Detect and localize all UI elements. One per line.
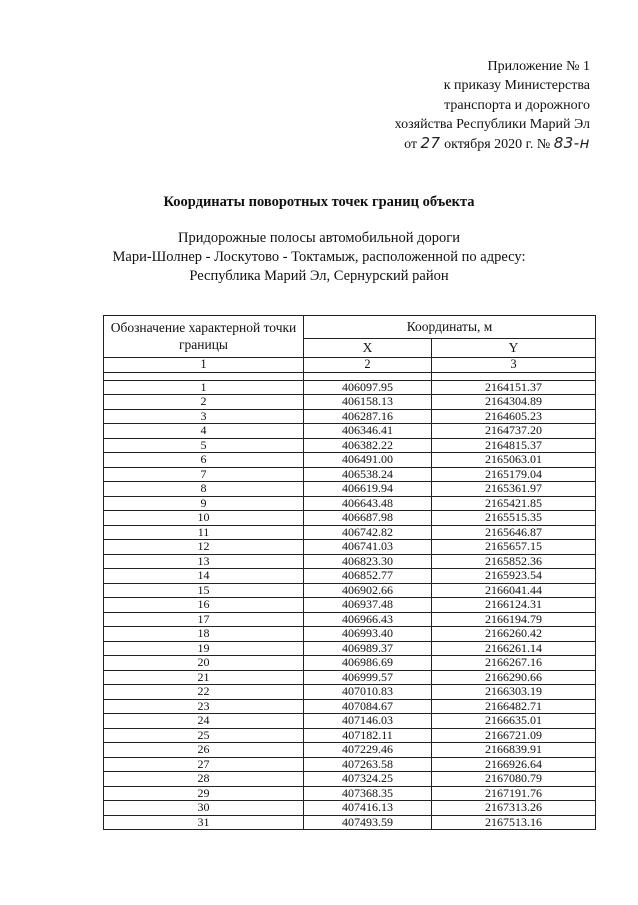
y-coordinate-cell: 2165179.04 xyxy=(432,467,596,482)
handwritten-order-number: 83-н xyxy=(553,134,590,153)
table-row xyxy=(104,714,596,729)
point-number-cell: 19 xyxy=(104,641,304,656)
y-coordinate-cell: 2165361.97 xyxy=(432,482,596,497)
column-number-3: 3 xyxy=(432,358,596,373)
table-row xyxy=(104,786,596,801)
y-coordinate-cell: 2167080.79 xyxy=(432,772,596,787)
y-coordinate-cell: 2166041.44 xyxy=(432,583,596,598)
x-coordinate-cell: 406287.16 xyxy=(304,409,432,424)
point-number-cell: 28 xyxy=(104,772,304,787)
appendix-line-1: Приложение № 1 xyxy=(487,59,590,74)
x-coordinate-cell: 406823.30 xyxy=(304,554,432,569)
y-coordinate-cell: 2167513.16 xyxy=(432,815,596,830)
y-coordinate-cell: 2164815.37 xyxy=(432,438,596,453)
table-row xyxy=(104,525,596,540)
x-coordinate-cell: 406491.00 xyxy=(304,453,432,468)
x-coordinate-cell: 407084.67 xyxy=(304,699,432,714)
x-coordinate-cell: 406993.40 xyxy=(304,627,432,642)
point-number-cell: 13 xyxy=(104,554,304,569)
point-number-cell: 8 xyxy=(104,482,304,497)
point-number-cell: 9 xyxy=(104,496,304,511)
table-row xyxy=(104,772,596,787)
y-coordinate-cell: 2164151.37 xyxy=(432,380,596,395)
y-coordinate-cell: 2166482.71 xyxy=(432,699,596,714)
header-y: Y xyxy=(432,338,596,357)
y-coordinate-cell: 2165421.85 xyxy=(432,496,596,511)
table-row xyxy=(104,656,596,671)
y-coordinate-cell: 2166721.09 xyxy=(432,728,596,743)
table-row xyxy=(104,685,596,700)
table-row xyxy=(104,496,596,511)
table-row xyxy=(104,641,596,656)
x-coordinate-cell: 406966.43 xyxy=(304,612,432,627)
subtitle-line-2: Мари-Шолнер - Лоскутово - Токтамыж, расположенной по адресу: xyxy=(112,249,526,265)
point-number-cell: 10 xyxy=(104,511,304,526)
x-coordinate-cell: 406097.95 xyxy=(304,380,432,395)
appendix-date-line xyxy=(360,134,590,154)
point-number-cell: 30 xyxy=(104,801,304,816)
x-coordinate-cell: 407146.03 xyxy=(304,714,432,729)
point-number-cell: 11 xyxy=(104,525,304,540)
spacer-row xyxy=(104,372,596,380)
y-coordinate-cell: 2164304.89 xyxy=(432,395,596,410)
handwritten-day: 27 xyxy=(420,134,441,153)
table-row xyxy=(104,699,596,714)
table-row xyxy=(104,554,596,569)
x-coordinate-cell: 406158.13 xyxy=(304,395,432,410)
point-number-cell: 31 xyxy=(104,815,304,830)
appendix-line-2: к приказу Министерства xyxy=(443,78,590,94)
date-month-year: октября 2020 г. № xyxy=(444,137,551,153)
table-row xyxy=(104,670,596,685)
table-row xyxy=(104,380,596,395)
point-number-cell: 22 xyxy=(104,685,304,700)
table-row xyxy=(104,815,596,830)
y-coordinate-cell: 2166926.64 xyxy=(432,757,596,772)
x-coordinate-cell: 407263.58 xyxy=(304,757,432,772)
column-number-2: 2 xyxy=(304,358,432,373)
y-coordinate-cell: 2166290.66 xyxy=(432,670,596,685)
y-coordinate-cell: 2166194.79 xyxy=(432,612,596,627)
x-coordinate-cell: 406852.77 xyxy=(304,569,432,584)
y-coordinate-cell: 2166635.01 xyxy=(432,714,596,729)
table-row xyxy=(104,612,596,627)
point-number-cell: 17 xyxy=(104,612,304,627)
point-number-cell: 3 xyxy=(104,409,304,424)
table-row xyxy=(104,540,596,555)
point-number-cell: 24 xyxy=(104,714,304,729)
y-coordinate-cell: 2166303.19 xyxy=(432,685,596,700)
point-number-cell: 18 xyxy=(104,627,304,642)
point-number-cell: 27 xyxy=(104,757,304,772)
appendix-line-3: транспорта и дорожного xyxy=(444,97,590,113)
y-coordinate-cell: 2164737.20 xyxy=(432,424,596,439)
x-coordinate-cell: 406902.66 xyxy=(304,583,432,598)
header-x: X xyxy=(304,338,432,357)
x-coordinate-cell: 406742.82 xyxy=(304,525,432,540)
document-title: Координаты поворотных точек границ объекта xyxy=(163,194,475,210)
point-number-cell: 29 xyxy=(104,786,304,801)
x-coordinate-cell: 407324.25 xyxy=(304,772,432,787)
table-row xyxy=(104,511,596,526)
y-coordinate-cell: 2166839.91 xyxy=(432,743,596,758)
point-number-cell: 5 xyxy=(104,438,304,453)
table-row xyxy=(104,728,596,743)
x-coordinate-cell: 406986.69 xyxy=(304,656,432,671)
point-number-cell: 25 xyxy=(104,728,304,743)
header-point-name: Обозначение характерной точки границы xyxy=(104,316,304,358)
x-coordinate-cell: 406538.24 xyxy=(304,467,432,482)
x-coordinate-cell: 406999.57 xyxy=(304,670,432,685)
y-coordinate-cell: 2164605.23 xyxy=(432,409,596,424)
point-number-cell: 4 xyxy=(104,424,304,439)
date-prefix: от xyxy=(404,137,418,153)
x-coordinate-cell: 406643.48 xyxy=(304,496,432,511)
point-number-cell: 2 xyxy=(104,395,304,410)
subtitle-line-3: Республика Марий Эл, Сернурский район xyxy=(189,268,449,284)
point-number-cell: 20 xyxy=(104,656,304,671)
x-coordinate-cell: 406346.41 xyxy=(304,424,432,439)
table-row xyxy=(104,453,596,468)
point-number-cell: 26 xyxy=(104,743,304,758)
x-coordinate-cell: 407229.46 xyxy=(304,743,432,758)
header-coordinates: Координаты, м xyxy=(304,316,596,339)
y-coordinate-cell: 2165657.15 xyxy=(432,540,596,555)
coordinates-table xyxy=(103,315,596,830)
table-row xyxy=(104,569,596,584)
appendix-header xyxy=(360,57,590,154)
y-coordinate-cell: 2165063.01 xyxy=(432,453,596,468)
x-coordinate-cell: 407493.59 xyxy=(304,815,432,830)
point-number-cell: 6 xyxy=(104,453,304,468)
y-coordinate-cell: 2166124.31 xyxy=(432,598,596,613)
column-number-1: 1 xyxy=(104,358,304,373)
point-number-cell: 21 xyxy=(104,670,304,685)
x-coordinate-cell: 406937.48 xyxy=(304,598,432,613)
table-row xyxy=(104,743,596,758)
x-coordinate-cell: 407368.35 xyxy=(304,786,432,801)
y-coordinate-cell: 2165852.36 xyxy=(432,554,596,569)
x-coordinate-cell: 406989.37 xyxy=(304,641,432,656)
table-row xyxy=(104,583,596,598)
point-number-cell: 16 xyxy=(104,598,304,613)
point-number-cell: 15 xyxy=(104,583,304,598)
x-coordinate-cell: 407416.13 xyxy=(304,801,432,816)
point-number-cell: 12 xyxy=(104,540,304,555)
y-coordinate-cell: 2165646.87 xyxy=(432,525,596,540)
table-row xyxy=(104,482,596,497)
x-coordinate-cell: 407010.83 xyxy=(304,685,432,700)
point-number-cell: 23 xyxy=(104,699,304,714)
x-coordinate-cell: 406619.94 xyxy=(304,482,432,497)
table-body xyxy=(104,372,596,830)
table-row xyxy=(104,395,596,410)
table-row xyxy=(104,627,596,642)
x-coordinate-cell: 406382.22 xyxy=(304,438,432,453)
table-row xyxy=(104,424,596,439)
point-number-cell: 14 xyxy=(104,569,304,584)
x-coordinate-cell: 407182.11 xyxy=(304,728,432,743)
y-coordinate-cell: 2166260.42 xyxy=(432,627,596,642)
y-coordinate-cell: 2165923.54 xyxy=(432,569,596,584)
table-row xyxy=(104,438,596,453)
document-subtitle xyxy=(0,229,638,286)
point-number-cell: 7 xyxy=(104,467,304,482)
table-row xyxy=(104,801,596,816)
y-coordinate-cell: 2165515.35 xyxy=(432,511,596,526)
y-coordinate-cell: 2167313.26 xyxy=(432,801,596,816)
point-number-cell: 1 xyxy=(104,380,304,395)
table-row xyxy=(104,467,596,482)
table-row xyxy=(104,757,596,772)
y-coordinate-cell: 2167191.76 xyxy=(432,786,596,801)
appendix-line-4: хозяйства Республики Марий Эл xyxy=(394,116,590,132)
table-row xyxy=(104,409,596,424)
y-coordinate-cell: 2166261.14 xyxy=(432,641,596,656)
x-coordinate-cell: 406741.03 xyxy=(304,540,432,555)
table-row xyxy=(104,598,596,613)
x-coordinate-cell: 406687.98 xyxy=(304,511,432,526)
y-coordinate-cell: 2166267.16 xyxy=(432,656,596,671)
subtitle-line-1: Придорожные полосы автомобильной дороги xyxy=(178,230,460,246)
